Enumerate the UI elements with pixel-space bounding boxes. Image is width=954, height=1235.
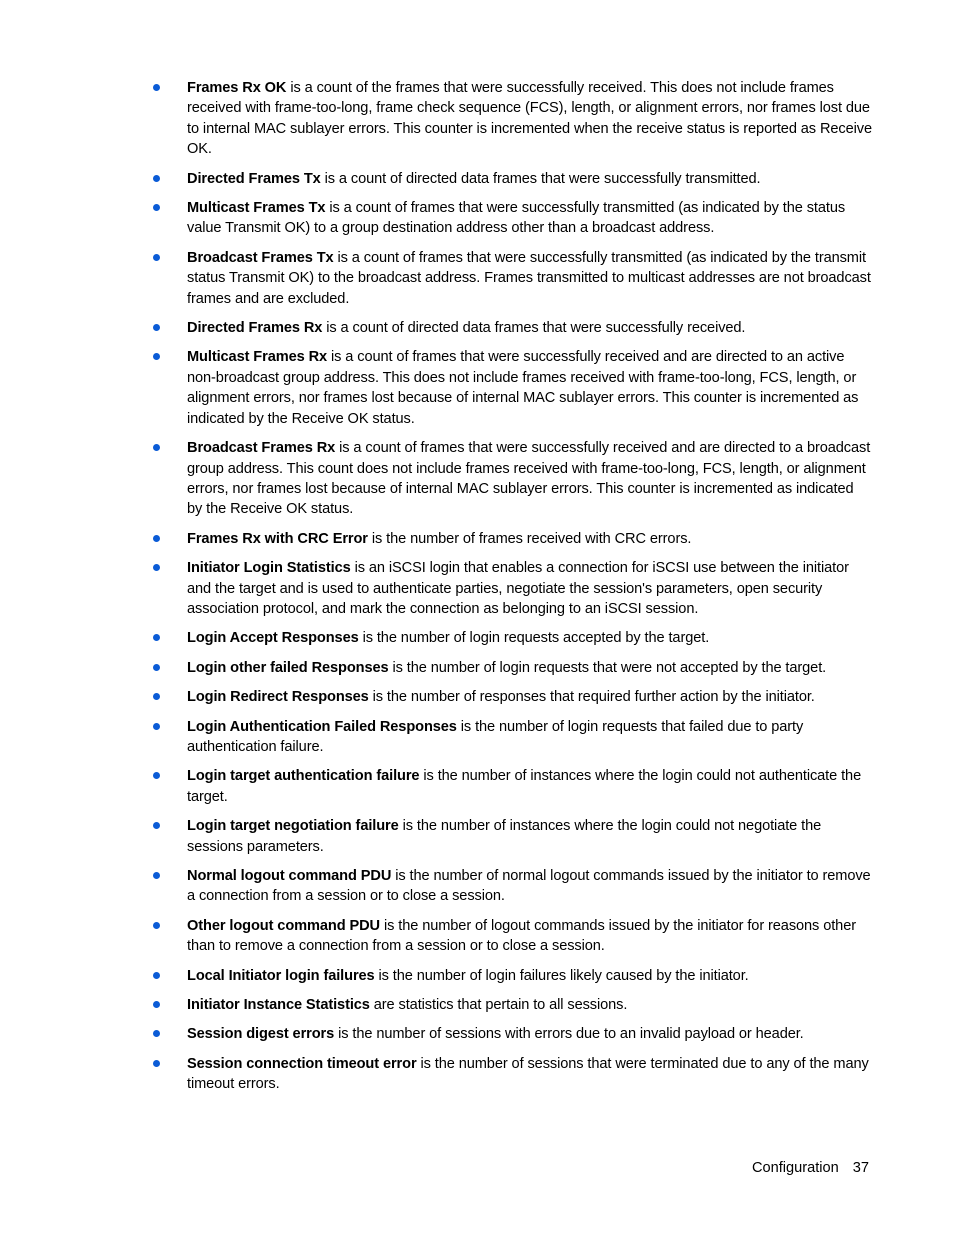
term: Frames Rx with CRC Error: [187, 530, 368, 547]
bullet-icon: [153, 564, 160, 571]
definition: is the number of login requests that were not accepted by the target.: [388, 659, 827, 676]
bullet-icon: [153, 1060, 160, 1067]
list-item: [150, 816, 872, 857]
list-item: [150, 766, 872, 807]
term: Local Initiator login failures: [187, 967, 375, 984]
bullet-icon: [153, 254, 160, 261]
term: Login target negotiation failure: [187, 818, 399, 835]
bullet-icon: [153, 723, 160, 730]
definition: is a count of frames that were successfully transmitted (as indicated by the transmit status Transmit OK) to the broadcast address. Frames transmitted to multicast addresses are not broadcast frames and are excluded.: [187, 249, 871, 307]
list-item: [150, 916, 872, 957]
definition: is the number of normal logout commands issued by the initiator to remove a connection from a session or to close a session.: [187, 868, 871, 905]
list-item: [150, 995, 872, 1015]
list-item: [150, 529, 872, 549]
statistics-definitions-list: [150, 78, 872, 1104]
term: Session digest errors: [187, 1026, 335, 1043]
list-item: [150, 717, 872, 758]
term: Multicast Frames Tx: [187, 200, 326, 217]
term: Login other failed Responses: [187, 659, 389, 676]
definition: is the number of login failures likely caused by the initiator.: [374, 967, 749, 984]
bullet-icon: [153, 972, 160, 979]
bullet-icon: [153, 922, 160, 929]
term: Frames Rx OK: [187, 80, 287, 96]
bullet-icon: [153, 1001, 160, 1008]
term: Normal logout command PDU: [187, 868, 392, 884]
list-item: [150, 628, 872, 648]
list-item: [150, 1024, 872, 1044]
definition: is the number of sessions with errors due to an invalid payload or header.: [334, 1026, 804, 1043]
bullet-icon: [153, 175, 160, 182]
definition: is the number of login requests accepted by the target.: [358, 630, 710, 647]
list-item: [150, 347, 872, 429]
term: Login target authentication failure: [187, 768, 420, 785]
term: Session connection timeout error: [187, 1055, 417, 1072]
page-number: 37: [852, 1160, 869, 1176]
list-item: [150, 866, 872, 907]
list-item: [150, 687, 872, 707]
term: Directed Frames Rx: [187, 320, 323, 337]
list-item: [150, 169, 872, 189]
bullet-icon: [153, 353, 160, 360]
bullet-icon: [153, 324, 160, 331]
bullet-icon: [153, 822, 160, 829]
bullet-icon: [153, 84, 160, 91]
term: Directed Frames Tx: [187, 170, 321, 187]
bullet-icon: [153, 872, 160, 879]
definition: is the number of login requests that failed due to party authentication failure.: [187, 718, 804, 755]
definition: is the number of logout commands issued by the initiator for reasons other than to remove a connection from a session or to close a session.: [187, 917, 856, 955]
list-item: [150, 198, 872, 239]
term: Initiator Login Statistics: [187, 560, 351, 577]
list-item: [150, 1054, 872, 1095]
definition: is a count of frames that were successfully received and are directed to an active non-broadcast group address. This does not include frames received with frame-too-long, FCS, length, or alignment errors, nor frames lost because of internal MAC sublayer errors. This counter is incremented as indicated by the Receive OK status.: [187, 349, 859, 427]
bullet-icon: [153, 444, 160, 451]
term: Multicast Frames Rx: [187, 349, 328, 366]
definition: is the number of responses that required further action by the initiator.: [368, 689, 815, 706]
list-item: [150, 658, 872, 678]
definition: is the number of sessions that were terminated due to any of the many timeout errors.: [187, 1055, 869, 1093]
term: Other logout command PDU: [187, 917, 380, 934]
definition: is a count of frames that were successfully received and are directed to a broadcast group address. This count does not include frames received with frame-too-long, FCS, length, or alignment errors, nor frames lost because of internal MAC sublayer errors. This counter is incremented as indicated by the Receive OK status.: [187, 440, 871, 518]
term: Broadcast Frames Tx: [187, 249, 334, 266]
bullet-icon: [153, 204, 160, 211]
term: Login Authentication Failed Responses: [187, 718, 457, 735]
definition: is a count of directed data frames that were successfully received.: [322, 320, 746, 337]
definition: is an iSCSI login that enables a connection for iSCSI use between the initiator and the target and is used to authenticate parties, negotiate the session's parameters, open security association protocol, and mark the connection as belonging to an iSCSI session.: [187, 560, 849, 617]
term: Initiator Instance Statistics: [187, 997, 370, 1014]
bullet-icon: [153, 664, 160, 671]
footer-section-title: Configuration: [751, 1160, 839, 1176]
definition: is the number of frames received with CRC errors.: [367, 530, 692, 547]
definition: is the number of instances where the login could not authenticate the target.: [187, 768, 862, 805]
definition: is a count of frames that were successfully transmitted (as indicated by the status value Transmit OK) to a group destination address other than a broadcast address.: [187, 200, 846, 237]
bullet-icon: [153, 634, 160, 641]
bullet-icon: [153, 772, 160, 779]
definition: is a count of directed data frames that were successfully transmitted.: [320, 170, 761, 187]
list-item: [150, 558, 872, 619]
list-item: [150, 78, 872, 160]
list-item: [150, 248, 872, 309]
list-item: [150, 318, 872, 338]
list-item: [150, 966, 872, 986]
definition: is a count of the frames that were successfully received. This does not include frames received with frame-too-long, frame check sequence (FCS), length, or alignment errors, nor frames lost due to internal MAC sublayer errors. This counter is incremented when the receive status is reported as Receive OK.: [187, 80, 872, 158]
term: Broadcast Frames Rx: [187, 440, 336, 457]
bullet-icon: [153, 535, 160, 542]
term: Login Redirect Responses: [187, 689, 369, 706]
bullet-icon: [153, 693, 160, 700]
definition: is the number of instances where the login could not negotiate the sessions parameters.: [187, 818, 822, 855]
definition: are statistics that pertain to all sessions.: [369, 997, 628, 1014]
term: Login Accept Responses: [187, 630, 359, 647]
list-item: [150, 438, 872, 520]
bullet-icon: [153, 1030, 160, 1037]
page-footer: [752, 1158, 869, 1178]
